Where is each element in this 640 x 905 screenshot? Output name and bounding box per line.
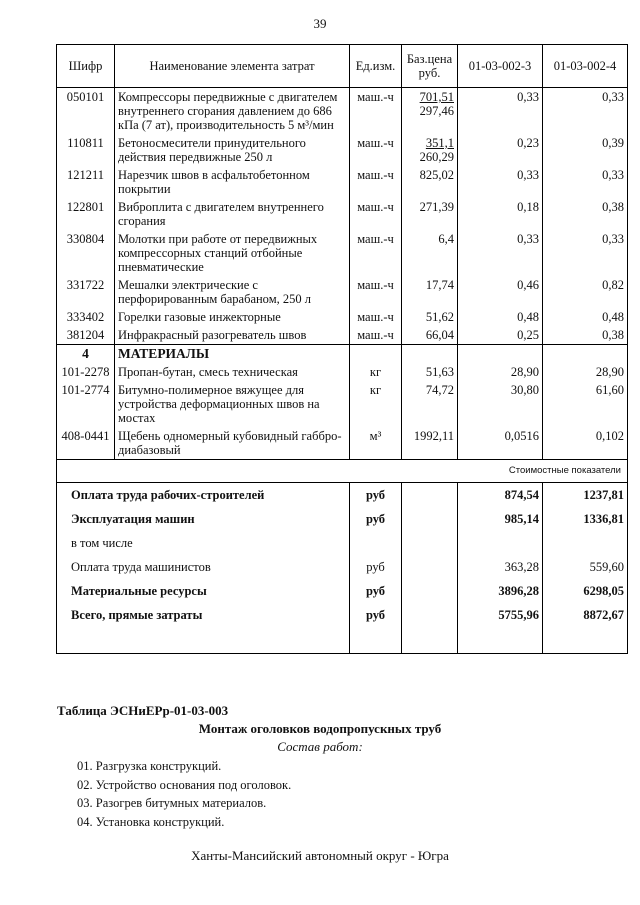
row-value-2: 0,48: [543, 308, 628, 326]
row-name: Компрессоры передвижные с двигателем внутреннего сгорания давлением до 686 кПа (7 ат), производительность 5 м³/мин: [115, 88, 350, 135]
row-value-1: 0,23: [458, 134, 543, 166]
header-code: Шифр: [57, 45, 115, 88]
summary-label: Эксплуатация машин: [57, 507, 350, 531]
summary-value-2: 559,60: [543, 555, 628, 579]
summary-value-2: 1336,81: [543, 507, 628, 531]
table-row: [57, 427, 628, 460]
resource-table: [56, 44, 628, 654]
table-row: [57, 166, 628, 198]
row-code: 122801: [57, 198, 115, 230]
summary-row: [57, 483, 628, 508]
row-value-2: 0,38: [543, 198, 628, 230]
summary-value-2: [543, 531, 628, 555]
row-code: 101-2278: [57, 363, 115, 381]
summary-unit: руб: [350, 579, 402, 603]
row-value-1: 0,33: [458, 88, 543, 135]
row-unit: маш.-ч: [350, 166, 402, 198]
list-item: 02. Устройство основания под оголовок.: [77, 777, 292, 792]
next-table-title: Таблица ЭСНиЕРр-01-03-003: [57, 703, 229, 718]
row-value-1: 0,46: [458, 276, 543, 308]
table-row: [57, 88, 628, 135]
row-unit: маш.-ч: [350, 88, 402, 135]
row-code: 408-0441: [57, 427, 115, 460]
row-value-1: 28,90: [458, 363, 543, 381]
row-name: Мешалки электрические с перфорированным барабаном, 250 л: [115, 276, 350, 308]
row-price: 51,63: [402, 363, 458, 381]
section-number: 4: [57, 345, 115, 364]
row-name: Битумно-полимерное вяжущее для устройства деформационных швов на мостах: [115, 381, 350, 427]
row-value-1: 0,48: [458, 308, 543, 326]
row-code: 381204: [57, 326, 115, 345]
row-unit: маш.-ч: [350, 134, 402, 166]
summary-label: Всего, прямые затраты: [57, 603, 350, 627]
summary-label: Оплата труда рабочих-строителей: [57, 483, 350, 508]
row-unit: маш.-ч: [350, 276, 402, 308]
row-price: 17,74: [402, 276, 458, 308]
row-value-2: 0,33: [543, 88, 628, 135]
cost-indicators-row: [57, 460, 628, 483]
list-item: 04. Установка конструкций.: [77, 814, 225, 829]
row-price: [402, 88, 458, 135]
summary-row: [57, 531, 628, 555]
summary-unit: [350, 531, 402, 555]
summary-label: Оплата труда машинистов: [57, 555, 350, 579]
summary-value-2: 8872,67: [543, 603, 628, 627]
row-name: Нарезчик швов в асфальтобетонном покрытии: [115, 166, 350, 198]
row-code: 331722: [57, 276, 115, 308]
row-code: 101-2774: [57, 381, 115, 427]
header-base-price: Баз.цена руб.: [402, 45, 458, 88]
summary-label: Материальные ресурсы: [57, 579, 350, 603]
summary-value-1: [458, 531, 543, 555]
row-value-2: 61,60: [543, 381, 628, 427]
header-col-2: 01-03-002-4: [543, 45, 628, 88]
row-value-1: 0,33: [458, 166, 543, 198]
summary-label: в том числе: [57, 531, 350, 555]
summary-value-1: 874,54: [458, 483, 543, 508]
summary-row: [57, 555, 628, 579]
summary-row: [57, 579, 628, 603]
work-title: Монтаж оголовков водопропускных труб: [198, 721, 442, 736]
section-row-materials: [57, 345, 628, 364]
summary-row: [57, 603, 628, 627]
summary-value-1: 985,14: [458, 507, 543, 531]
list-item: 03. Разогрев битумных материалов.: [77, 796, 267, 810]
row-value-1: 30,80: [458, 381, 543, 427]
row-name: Горелки газовые инжекторные: [115, 308, 350, 326]
header-unit: Ед.изм.: [350, 45, 402, 88]
row-name: Бетоносмесители принудительного действия передвижные 250 л: [115, 134, 350, 166]
header-col-1: 01-03-002-3: [458, 45, 543, 88]
row-unit: маш.-ч: [350, 308, 402, 326]
row-name: Инфракрасный разогреватель швов: [115, 326, 350, 345]
table-row: [57, 276, 628, 308]
cost-indicators-label: Стоимостные показатели: [57, 460, 628, 483]
row-value-1: 0,18: [458, 198, 543, 230]
row-name: Виброплита с двигателем внутреннего сгорания: [115, 198, 350, 230]
table-row: [57, 363, 628, 381]
row-unit: маш.-ч: [350, 230, 402, 276]
summary-unit: руб: [350, 507, 402, 531]
summary-unit: руб: [350, 603, 402, 627]
table-row: [57, 134, 628, 166]
row-unit: м³: [350, 427, 402, 460]
row-unit: кг: [350, 363, 402, 381]
row-price: 66,04: [402, 326, 458, 345]
summary-value-2: 1237,81: [543, 483, 628, 508]
table-row: [57, 381, 628, 427]
summary-value-1: 5755,96: [458, 603, 543, 627]
work-subtitle: Состав работ:: [277, 739, 363, 754]
work-steps-list: [77, 759, 291, 833]
summary-unit: руб: [350, 555, 402, 579]
row-price: 74,72: [402, 381, 458, 427]
row-value-2: 28,90: [543, 363, 628, 381]
row-name: Пропан-бутан, смесь техническая: [115, 363, 350, 381]
table-row: [57, 198, 628, 230]
table-row: [57, 308, 628, 326]
row-value-2: 0,33: [543, 230, 628, 276]
row-unit: маш.-ч: [350, 198, 402, 230]
row-code: 121211: [57, 166, 115, 198]
row-price-value: 701,51: [419, 90, 454, 104]
row-value-2: 0,102: [543, 427, 628, 460]
row-price: 825,02: [402, 166, 458, 198]
row-price-value: 351,1: [425, 136, 454, 150]
summary-value-1: 363,28: [458, 555, 543, 579]
row-price: 1992,11: [402, 427, 458, 460]
row-value-2: 0,82: [543, 276, 628, 308]
row-value-1: 0,25: [458, 326, 543, 345]
row-value-2: 0,33: [543, 166, 628, 198]
list-item: 01. Разгрузка конструкций.: [77, 759, 222, 773]
table-row: [57, 230, 628, 276]
summary-unit: руб: [350, 483, 402, 508]
row-price: [402, 134, 458, 166]
row-code: 050101: [57, 88, 115, 135]
row-value-1: 0,33: [458, 230, 543, 276]
summary-value-1: 3896,28: [458, 579, 543, 603]
summary-value-2: 6298,05: [543, 579, 628, 603]
row-price: 51,62: [402, 308, 458, 326]
row-price: 271,39: [402, 198, 458, 230]
row-price-secondary: 260,29: [419, 150, 454, 164]
row-unit: маш.-ч: [350, 326, 402, 345]
row-code: 330804: [57, 230, 115, 276]
row-code: 333402: [57, 308, 115, 326]
row-price: 6,4: [402, 230, 458, 276]
section-title: МАТЕРИАЛЫ: [115, 345, 350, 364]
table-empty-row: [57, 627, 628, 654]
row-price-secondary: 297,46: [419, 104, 454, 118]
header-name: Наименование элемента затрат: [115, 45, 350, 88]
page-number: 39: [313, 16, 327, 31]
table-header-row: [57, 45, 628, 88]
row-name: Щебень одномерный кубовидный габбро-диабазовый: [115, 427, 350, 460]
row-value-2: 0,38: [543, 326, 628, 345]
row-unit: кг: [350, 381, 402, 427]
footer-region: Ханты-Мансийский автономный округ - Югра: [191, 848, 449, 863]
row-name: Молотки при работе от передвижных компрессорных станций отбойные пневматические: [115, 230, 350, 276]
table-row: [57, 326, 628, 345]
summary-row: [57, 507, 628, 531]
row-value-1: 0,0516: [458, 427, 543, 460]
row-code: 110811: [57, 134, 115, 166]
row-value-2: 0,39: [543, 134, 628, 166]
